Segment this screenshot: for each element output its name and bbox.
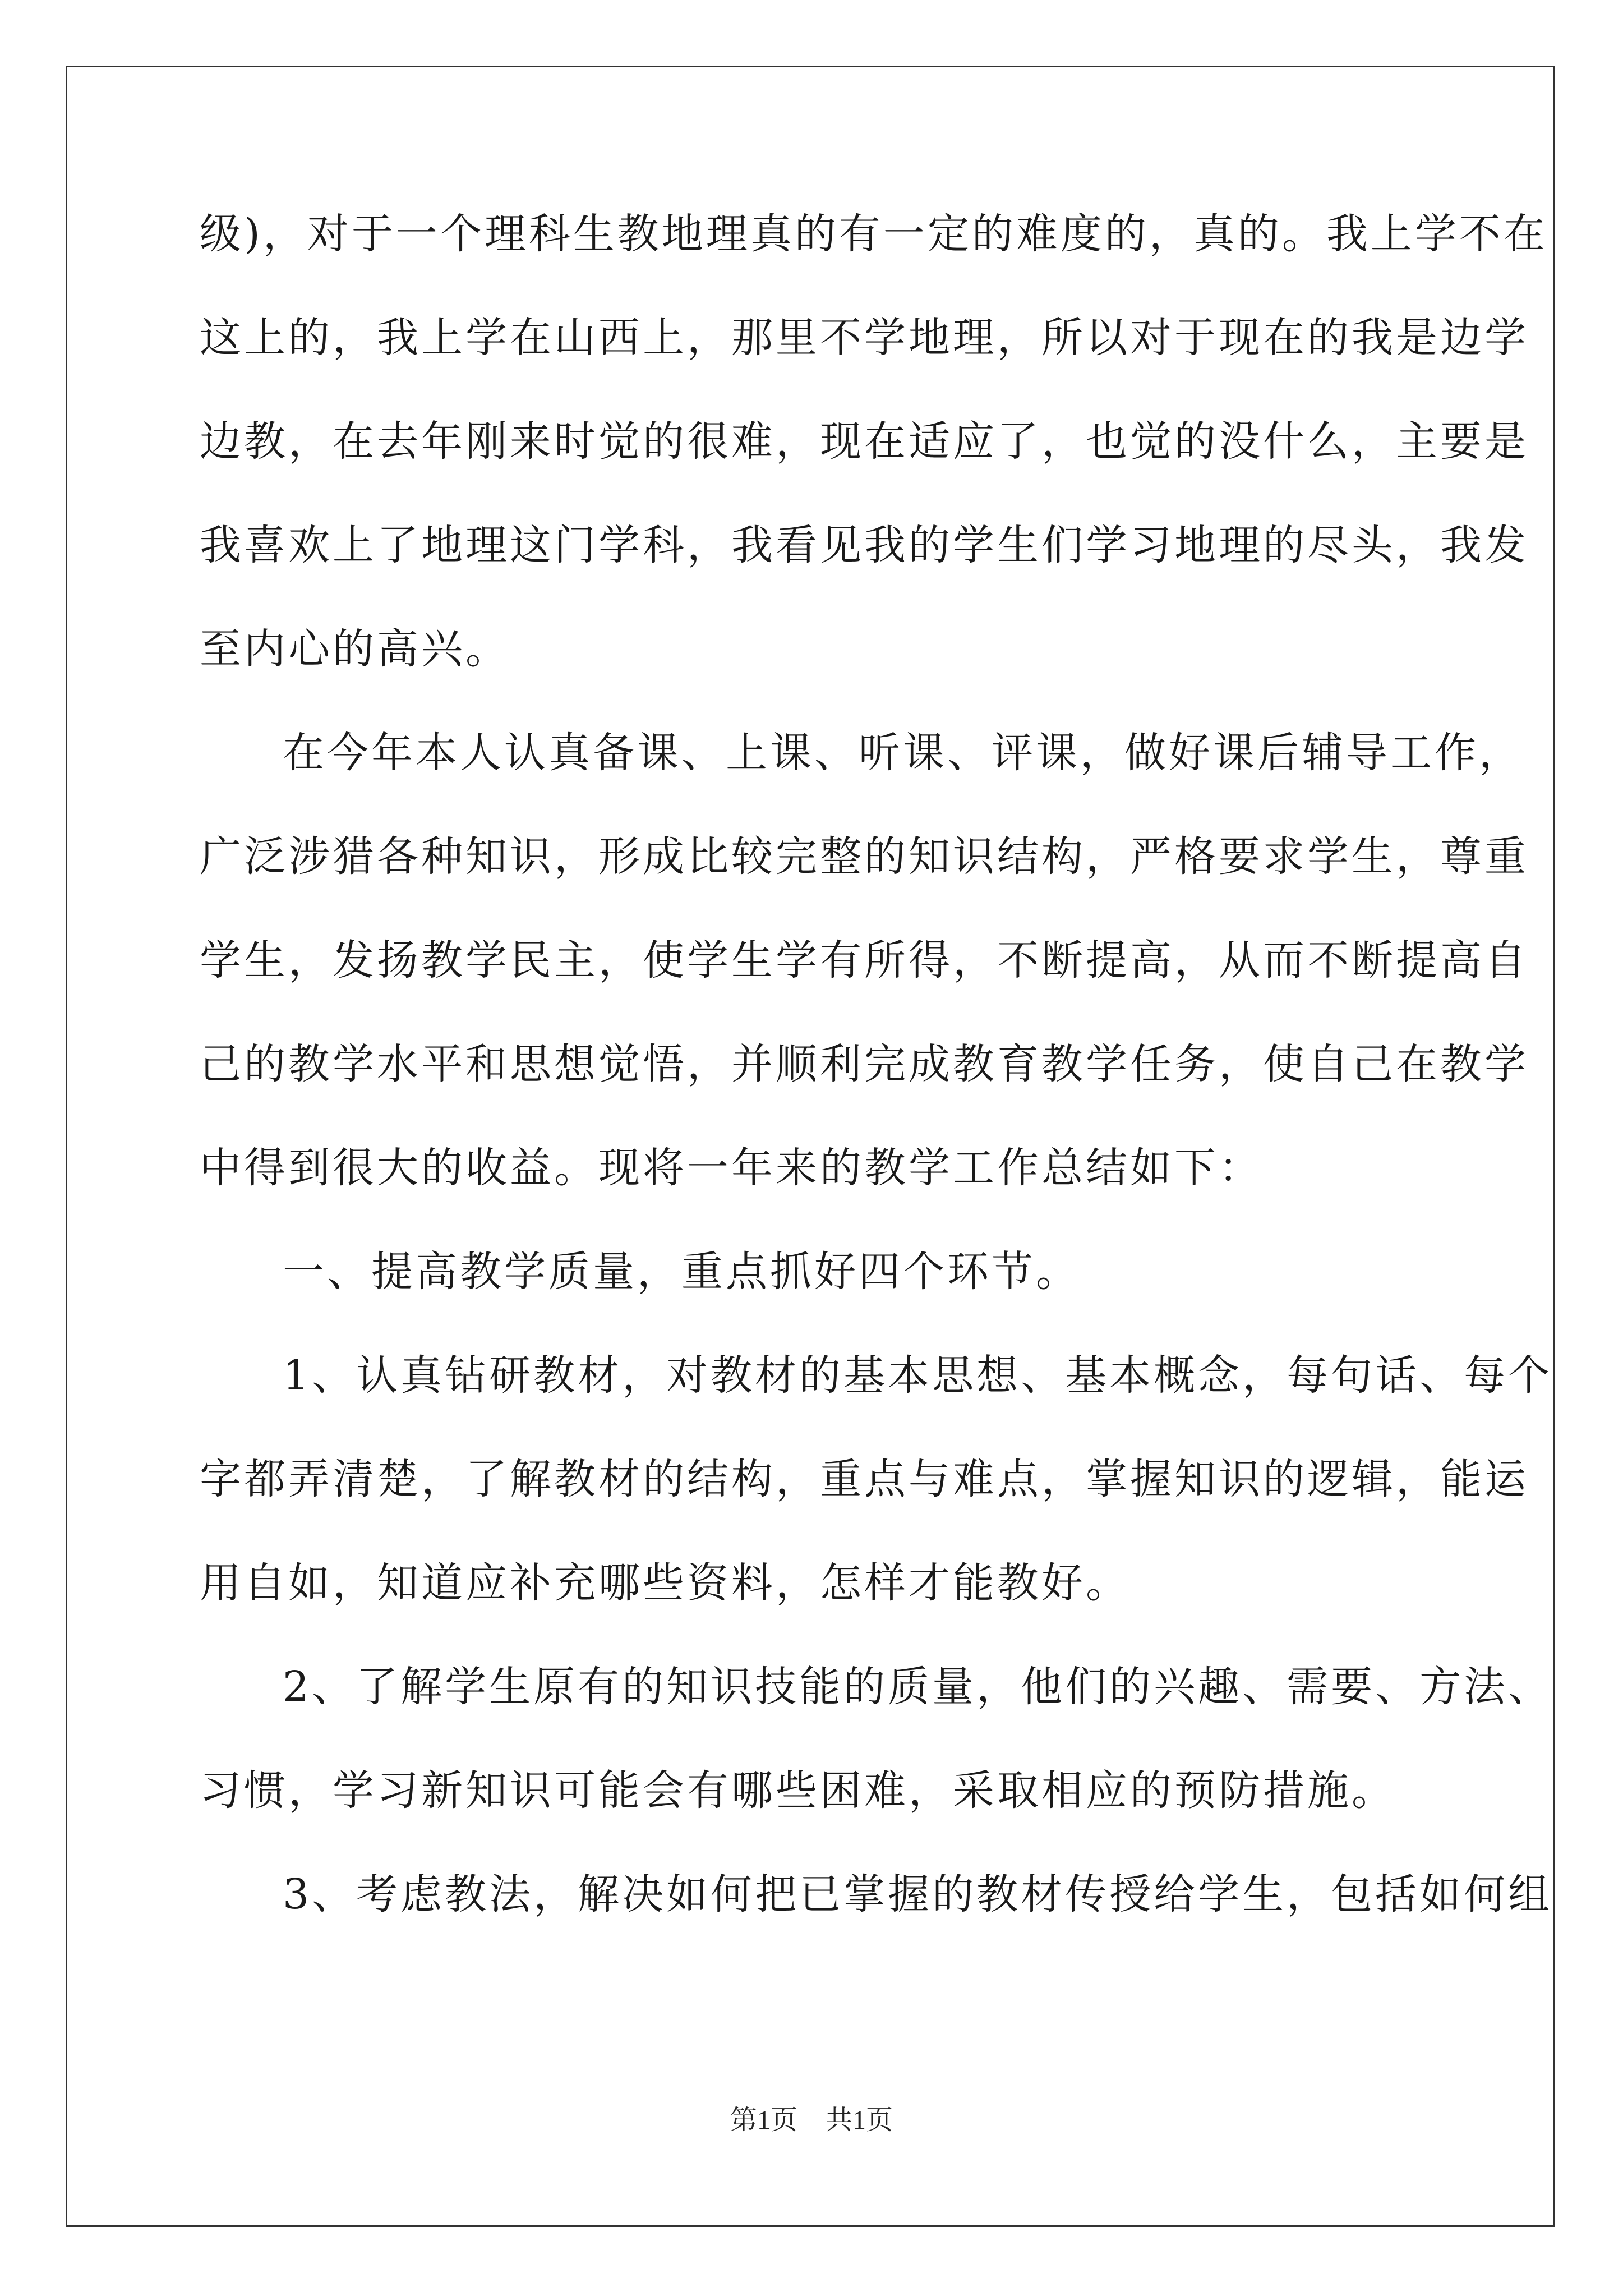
page-total: 共1页 [826,2105,893,2135]
text-line: 习惯，学习新知识可能会有哪些困难，采取相应的预防措施。 [200,1766,1396,1815]
text-line: 这上的，我上学在山西上，那里不学地理，所以对于现在的我是边学 [200,314,1529,362]
page-footer [0,2098,1623,2137]
section-heading: 一、提高教学质量，重点抓好四个环节。 [283,1248,1080,1296]
text-line: 2、了解学生原有的知识技能的质量，他们的兴趣、需要、方法、 [283,1663,1553,1711]
text-line: 在今年本人认真备课、上课、听课、评课，做好课后辅导工作， [283,729,1523,777]
document-body [200,210,1553,1977]
text-line: 至内心的高兴。 [200,625,510,673]
text-line: 我喜欢上了地理这门学科，我看见我的学生们学习地理的尽头，我发 [200,521,1529,569]
text-line: 广泛涉猎各种知识，形成比较完整的知识结构，严格要求学生，尊重 [200,832,1529,881]
text-line: 用自如，知道应补充哪些资料，怎样才能教好。 [200,1559,1130,1607]
text-line: 己的教学水平和思想觉悟，并顺利完成教育教学任务，使自己在教学 [200,1040,1529,1088]
text-line: 学生，发扬教学民主，使学生学有所得，不断提高，从而不断提高自 [200,936,1529,984]
page-number: 第1页 [730,2105,797,2135]
text-line: 字都弄清楚，了解教材的结构，重点与难点，掌握知识的逻辑，能运 [200,1455,1529,1503]
text-line: 边教，在去年刚来时觉的很难，现在适应了，也觉的没什么，主要是 [200,417,1529,466]
text-line: 中得到很大的收益。现将一年来的教学工作总结如下： [200,1144,1263,1192]
text-line: 1、认真钻研教材，对教材的基本思想、基本概念，每句话、每个 [283,1351,1553,1400]
text-line: 3、考虑教法，解决如何把已掌握的教材传授给学生，包括如何组 [283,1870,1553,1918]
text-line: 级)，对于一个理科生教地理真的有一定的难度的，真的。我上学不在 [200,210,1548,258]
